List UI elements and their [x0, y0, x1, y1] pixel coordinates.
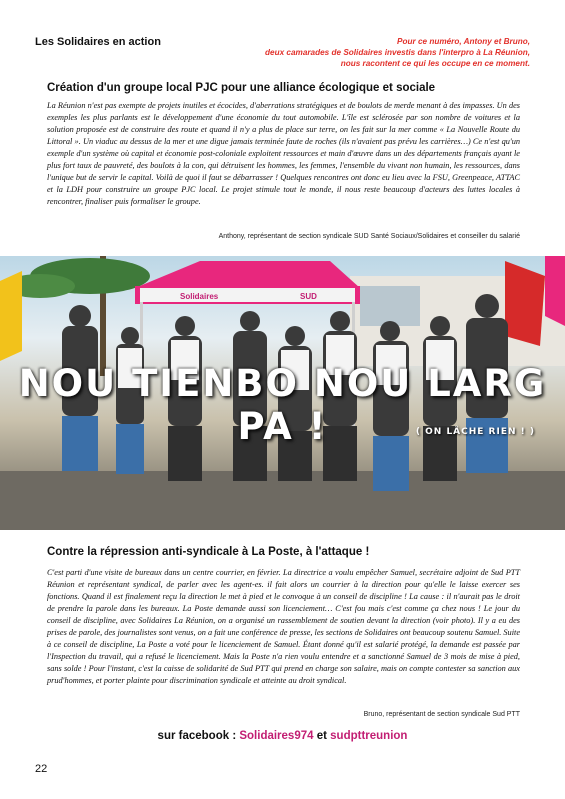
tent-banner-text-2: SUD: [300, 292, 317, 301]
article2-signature: Bruno, représentant de section syndicale Sud PTT: [363, 711, 520, 718]
article1-signature: Anthony, représentant de section syndicale SUD Santé Sociaux/Solidaires et conseiller du salarié: [218, 233, 520, 240]
intro-line: Pour ce numéro, Antony et Bruno,: [397, 37, 530, 46]
page-number: 22: [35, 763, 48, 775]
article1-title: Création d'un groupe local PJC pour une alliance écologique et sociale: [47, 82, 436, 94]
photo-slogan-translation: ( ON LÂCHE RIEN ! ): [415, 427, 535, 437]
article1-body: La Réunion n'est pas exempte de projets inutiles et écocides, d'aberrations stratégiques et de boulots de merde menant à des impasses. Un des exemples les plus parlants est le développement d'une économie du tout automobile. L'île est sclérosée par son nombre de voitures et la solution proposée est de construire des route et quand il n'y a plus de place sur terre, on les fait sur la mer comme « La Nouvelle Route du Littoral ». Un viaduc au dessus de la mer et une digue jamais terminée faute de roches (ils n'avaient pas prévu les carrières…) Ce n'est qu'un exemple d'un système où capital et économie post-coloniale exploitent ressources et main d'œuvre dans un des départements français ayant le plus fort taux de pauvreté, des boulots à la con, qui détruisent les hommes, les femmes, l'ensemble du vivant non humain, les ressources, dans l'unique but de servir le capital. Voilà de quoi il faut se débarrasser ! Quelques rencontres ont donc eu lieu avec la FSU, Greenpeace, ATTAC et la LDH pour construire un groupe PJC local. Le projet stimule tout le monde, il nous reste beaucoup d'acteurs des luttes locales à rencontrer, finaliser puis formaliser le groupe.: [47, 101, 520, 206]
photo-slogan: NOU TIENBO NOU LARG PA !: [18, 362, 547, 448]
facebook-link-sudpttreunion[interactable]: sudpttreunion: [330, 730, 408, 742]
intro-line: nous racontent ce qui les occupe en ce moment.: [340, 59, 530, 68]
article2-body: C'est parti d'une visite de bureaux dans un centre courrier, en février. La directrice a voulu empêcher Samuel, secrétaire adjoint de Sud PTT Réunion et représentant syndical, de parler avec les agent-es. il fait alors un courrier à la direction pour qu'elle le laisse exercer ses fonctions. Quand il est finalement reçu la direction le met à pied et le convoque à un conseil de discipline ! La cause : il n'aurait pas le droit de prendre la parole dans les bureaux. La Poste demande aussi son licenciement… C'est fou mais c'est comme ça chez nous ! Le jour du conseil de discipline, avec Solidaires La Réunion, on a organisé un rassemblement de soutien devant la direction (voir photo). Il y a eu des prises de parole, des journalistes sont venus, on a fait une conférence de presse, les sections de Solidaires ont beaucoup soutenu Samuel. Suite à ce conseil de discipline, La Poste a voté pour le licenciement de Samuel. Étant donné qu'il est salarié protégé, la demande est passée par l'Inspection du travail, qui a refusé le licenciement. Mais la Poste n'a rien voulu entendre et a sanctionné Samuel de 3 mois de mise à pied, sans solde ! Pour l'instant, c'est la caisse de solidarité de Sud PTT qui prend en charge son salaire, mais on compte contester sa sanction aux prud'hommes, et porter plainte pour discrimination syndicale et atteinte au droit syndical.: [47, 568, 520, 685]
facebook-prefix: sur facebook :: [157, 730, 237, 742]
facebook-link-solidaires974[interactable]: Solidaires974: [239, 730, 314, 742]
facebook-links: [0, 730, 565, 742]
intro-line: deux camarades de Solidaires investis dans l'interpro à La Réunion,: [265, 48, 530, 57]
article2-title: Contre la répression anti-syndicale à La Poste, à l'attaque !: [47, 546, 370, 558]
section-label: Les Solidaires en action: [35, 36, 161, 48]
facebook-joiner: et: [316, 730, 327, 742]
tent-banner-text: Solidaires: [180, 292, 219, 301]
intro-text: [230, 36, 530, 69]
